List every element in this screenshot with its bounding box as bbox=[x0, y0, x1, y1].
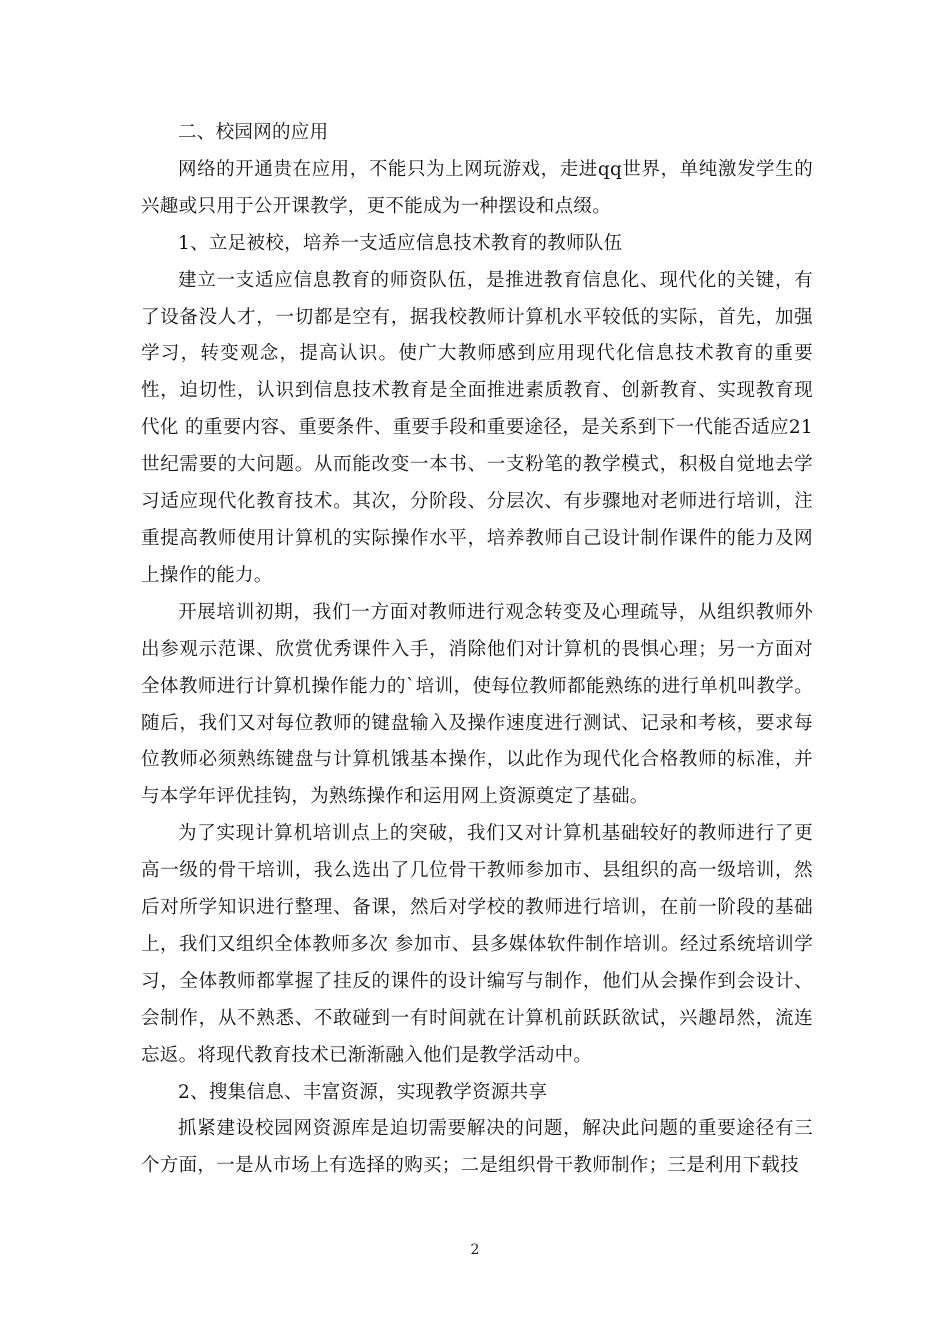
section-heading: 二、校园网的应用 bbox=[178, 122, 329, 143]
subsection-heading: 2、搜集信息、丰富资源，实现教学资源共享 bbox=[178, 1081, 548, 1103]
paragraph: 建立一支适应信息教育的师资队伍，是推进教育信息化、现代化的关键，有了设备没人才，一切都是空有，据我校教师计算机水平较低的实际，首先，加强学习，转变观念，提高认识。使广大教师感到应用现代化信息技术教育的重要性，迫切性，认识到信息技术教育是全面推进素质教育、创新教育、实现教育现代化 的重要内容、重要条件、重要手段和重要途径，是关系到下一代能否适应21世纪需要的大问题。从而能改变一本书、一支粉笔的教学模式，积极自觉地去学习适应现代化教育技术。其次，分阶段、分层次、有步骤地对老师进行培训，注重提高教师使用计算机的实际操作水平，培养教师自己设计制作课件的能力及网上操作的能力。 bbox=[141, 269, 813, 586]
paragraph: 网络的开通贵在应用，不能只为上网玩游戏，走进qq世界，单纯激发学生的兴趣或只用于公开课教学，更不能成为一种摆设和点缀。 bbox=[141, 158, 813, 217]
page-number: 2 bbox=[470, 1242, 480, 1258]
subsection-heading: 1、立足被校，培养一支适应信息技术教育的教师队伍 bbox=[178, 232, 623, 254]
document-body bbox=[141, 115, 813, 1185]
paragraph: 为了实现计算机培训点上的突破，我们又对计算机基础较好的教师进行了更高一级的骨干培训，我么选出了几位骨干教师参加市、县组织的高一级培训，然后对所学知识进行整理、备课，然后对学校的教师进行培训，在前一阶段的基础上，我们又组织全体教师多次 参加市、县多媒体软件制作培训。经过系统培训学习，全体教师都掌握了挂反的课件的设计编写与制作，他们从会操作到会设计、会制作，从不熟悉、不敢碰到一有时间就在计算机前跃跃欲试，兴趣昂然，流连忘返。将现代教育技术已渐渐融入他们是教学活动中。 bbox=[141, 823, 813, 1066]
paragraph: 开展培训初期，我们一方面对教师进行观念转变及心理疏导，从组织教师外出参观示范课、欣赏优秀课件入手，消除他们对计算机的畏惧心理；另一方面对全体教师进行计算机操作能力的`培训，使每位教师都能熟练的进行单机叫教学。随后，我们又对每位教师的键盘输入及操作速度进行测试、记录和考核，要求每位教师必须熟练键盘与计算机饿基本操作，以此作为现代化合格教师的标准，并与本学年评优挂钩，为熟练操作和运用网上资源奠定了基础。 bbox=[141, 601, 813, 808]
paragraph: 抓紧建设校园网资源库是迫切需要解决的问题，解决此问题的重要途径有三个方面，一是从市场上有选择的购买；二是组织骨干教师制作；三是利用下载技 bbox=[141, 1118, 813, 1177]
